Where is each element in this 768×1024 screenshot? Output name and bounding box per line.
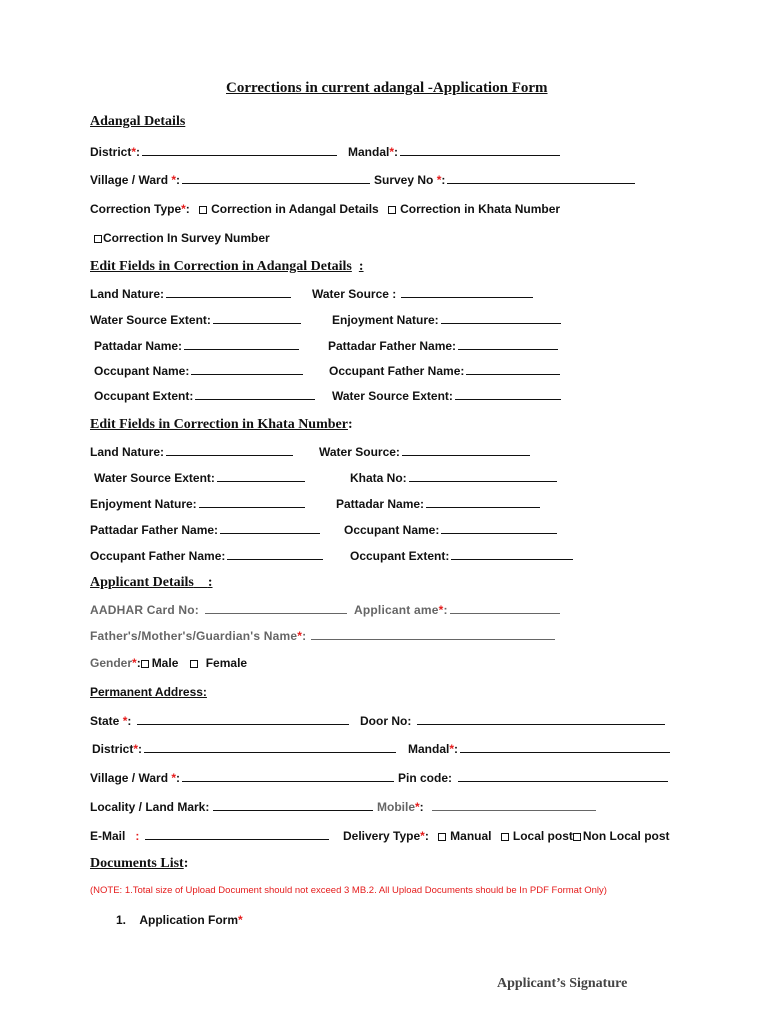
ea-water-source-extent-2-field	[332, 389, 561, 403]
edit-khata-heading-row	[90, 417, 353, 433]
district-input-line[interactable]	[142, 146, 337, 156]
ek-khata-no-input-line[interactable]	[409, 472, 557, 482]
documents-colon: :	[183, 856, 189, 871]
ek-pattadar-name-input-line[interactable]	[426, 498, 540, 508]
ek-water-source-field	[319, 445, 530, 459]
checkbox-non-local-post[interactable]	[573, 833, 581, 841]
required-mark: *	[133, 742, 139, 756]
ea-enjoyment-nature-input-line[interactable]	[441, 314, 561, 324]
ea-occupant-extent-label: Occupant Extent:	[94, 389, 194, 403]
gender-field: Gender*: Male Female	[90, 656, 248, 670]
ek-khata-no-field	[350, 471, 557, 485]
edit-khata-colon: :	[347, 417, 353, 432]
correction-type-label: Correction Type	[90, 202, 182, 216]
checkbox-male[interactable]	[141, 660, 149, 668]
pin-code-field	[398, 771, 668, 785]
district-label: District	[90, 145, 132, 159]
edit-khata-heading: Edit Fields in Correction in Khata Number	[90, 417, 348, 432]
ea-water-source-extent-2-input-line[interactable]	[455, 390, 561, 400]
gender-label: Gender	[90, 656, 133, 670]
ek-enjoyment-nature-input-line[interactable]	[199, 498, 305, 508]
door-no-label: Door No:	[360, 714, 412, 728]
delivery-type-field: Delivery Type*: Manual Local post Non Local post	[343, 829, 670, 843]
applicant-heading: Applicant Details	[90, 575, 194, 590]
ek-occupant-extent-input-line[interactable]	[451, 550, 573, 560]
addr-district-input-line[interactable]	[144, 743, 396, 753]
ek-occupant-name-label: Occupant Name:	[344, 523, 440, 537]
pin-code-label: Pin code:	[398, 771, 453, 785]
ea-occupant-name-input-line[interactable]	[191, 365, 303, 375]
option-khata-number: Correction in Khata Number	[400, 202, 561, 216]
checkbox-local-post[interactable]	[501, 833, 509, 841]
ea-pattadar-father-name-label: Pattadar Father Name:	[328, 339, 457, 353]
permanent-address-heading: Permanent Address:	[90, 685, 207, 699]
email-input-line[interactable]	[145, 830, 329, 840]
ea-occupant-father-name-label: Occupant Father Name:	[329, 364, 465, 378]
ek-occupant-father-name-label: Occupant Father Name:	[90, 549, 226, 563]
district-field: District*:	[90, 145, 337, 159]
documents-heading: Documents List	[90, 856, 184, 871]
ea-enjoyment-nature-label: Enjoyment Nature:	[332, 313, 439, 327]
addr-village-input-line[interactable]	[182, 772, 394, 782]
locality-input-line[interactable]	[213, 801, 373, 811]
ek-pattadar-name-label: Pattadar Name:	[336, 497, 425, 511]
mobile-label: Mobile	[377, 800, 415, 814]
ek-land-nature-field	[90, 445, 293, 459]
aadhar-field	[90, 603, 347, 617]
addr-village-field: Village / Ward *:	[90, 771, 394, 785]
ea-water-source-extent-label: Water Source Extent:	[90, 313, 211, 327]
guardian-input-line[interactable]	[311, 630, 555, 640]
ek-land-nature-label: Land Nature:	[90, 445, 165, 459]
non-local-post-label: Non Local post	[582, 829, 670, 843]
survey-no-field: Survey No *:	[374, 173, 635, 187]
ea-pattadar-father-name-field	[328, 339, 558, 353]
addr-mandal-label: Mandal	[408, 742, 450, 756]
locality-field	[90, 800, 373, 814]
email-field: E-Mail :	[90, 829, 329, 843]
required-mark: *	[297, 629, 303, 643]
required-mark: *	[436, 173, 442, 187]
ea-water-source-label: Water Source :	[312, 287, 397, 301]
pin-code-input-line[interactable]	[458, 772, 668, 782]
village-input-line[interactable]	[182, 174, 370, 184]
ea-water-source-input-line[interactable]	[401, 288, 533, 298]
email-label: E-Mail	[90, 829, 126, 843]
addr-village-label: Village / Ward	[90, 771, 169, 785]
checkbox-manual[interactable]	[438, 833, 446, 841]
locality-label: Locality / Land Mark:	[90, 800, 210, 814]
ea-land-nature-input-line[interactable]	[166, 288, 291, 298]
aadhar-input-line[interactable]	[205, 604, 347, 614]
ek-enjoyment-nature-label: Enjoyment Nature:	[90, 497, 197, 511]
mandal-label: Mandal	[348, 145, 390, 159]
ea-enjoyment-nature-field	[332, 313, 561, 327]
applicant-name-field: Applicant ame*:	[354, 603, 560, 617]
ea-water-source-extent-2-label: Water Source Extent:	[332, 389, 453, 403]
required-mark: *	[131, 145, 137, 159]
required-mark: *	[122, 714, 128, 728]
document-item-number: 1.	[116, 913, 127, 927]
checkbox-adangal-details[interactable]	[199, 206, 207, 214]
ek-water-source-extent-field	[94, 471, 305, 485]
ek-water-source-extent-input-line[interactable]	[217, 472, 305, 482]
guardian-field: Father's/Mother's/Guardian's Name*:	[90, 629, 555, 643]
edit-adangal-colon: :	[358, 259, 364, 274]
ea-land-nature-field	[90, 287, 291, 301]
addr-district-label: District	[92, 742, 134, 756]
state-label: State	[90, 714, 120, 728]
ea-occupant-name-field	[94, 364, 303, 378]
documents-note: (NOTE: 1.Total size of Upload Document should not exceed 3 MB.2. All Upload Documents should be In PDF Format Only)	[90, 885, 607, 896]
ea-water-source-field	[312, 287, 533, 301]
mobile-input-line[interactable]	[432, 801, 596, 811]
ea-water-source-extent-field	[90, 313, 301, 327]
ea-occupant-name-label: Occupant Name:	[94, 364, 190, 378]
ea-occupant-father-name-field	[329, 364, 560, 378]
local-post-label: Local post	[512, 829, 573, 843]
applicant-name-input-line[interactable]	[450, 604, 560, 614]
ea-land-nature-label: Land Nature:	[90, 287, 165, 301]
door-no-input-line[interactable]	[417, 715, 665, 725]
checkbox-survey-number[interactable]	[94, 235, 102, 243]
state-input-line[interactable]	[137, 715, 349, 725]
applicant-name-label: Applicant ame	[354, 603, 439, 617]
ek-pattadar-father-name-input-line[interactable]	[220, 524, 320, 534]
ek-khata-no-label: Khata No:	[350, 471, 407, 485]
adangal-details-heading: Adangal Details	[90, 114, 186, 129]
state-field: State *:	[90, 714, 349, 728]
ek-occupant-name-input-line[interactable]	[441, 524, 557, 534]
form-title: Corrections in current adangal -Application Form	[226, 80, 548, 96]
edit-adangal-heading: Edit Fields in Correction in Adangal Details	[90, 259, 352, 274]
ek-water-source-input-line[interactable]	[402, 446, 530, 456]
option-adangal-details: Correction in Adangal Details	[211, 202, 379, 216]
correction-type-field: Correction Type*: Correction in Adangal Details Correction in Khata Number	[90, 202, 561, 216]
aadhar-label: AADHAR Card No:	[90, 603, 199, 617]
ek-enjoyment-nature-field	[90, 497, 305, 511]
ea-water-source-extent-input-line[interactable]	[213, 314, 301, 324]
required-mark: *	[171, 173, 177, 187]
survey-no-input-line[interactable]	[447, 174, 635, 184]
ea-occupant-extent-input-line[interactable]	[195, 390, 315, 400]
door-no-field	[360, 714, 665, 728]
ek-land-nature-input-line[interactable]	[166, 446, 293, 456]
required-mark: *	[238, 913, 243, 927]
mandal-field: Mandal*:	[348, 145, 560, 159]
addr-district-field: District*:	[92, 742, 396, 756]
required-mark: *	[438, 603, 444, 617]
female-label: Female	[205, 656, 248, 670]
ek-pattadar-father-name-field	[90, 523, 320, 537]
required-mark: *	[132, 656, 137, 670]
ea-occupant-extent-field	[94, 389, 315, 403]
documents-heading-row	[90, 856, 188, 872]
applicant-colon: :	[207, 575, 213, 590]
addr-mandal-field: Mandal*:	[408, 742, 670, 756]
ek-occupant-father-name-field	[90, 549, 323, 563]
edit-adangal-heading-row	[90, 259, 364, 275]
ek-pattadar-father-name-label: Pattadar Father Name:	[90, 523, 219, 537]
ek-occupant-father-name-input-line[interactable]	[227, 550, 323, 560]
required-mark: *	[415, 800, 420, 814]
applicant-heading-row	[90, 575, 213, 591]
ea-pattadar-name-label: Pattadar Name:	[94, 339, 183, 353]
ea-pattadar-father-name-input-line[interactable]	[458, 340, 558, 350]
survey-no-label: Survey No	[374, 173, 434, 187]
document-item-label: Application Form	[139, 913, 239, 927]
checkbox-khata-number[interactable]	[388, 206, 396, 214]
ek-occupant-name-field	[344, 523, 557, 537]
mobile-field: Mobile*:	[377, 800, 596, 814]
ek-water-source-extent-label: Water Source Extent:	[94, 471, 215, 485]
required-mark: *	[389, 145, 395, 159]
ek-occupant-extent-field	[350, 549, 573, 563]
ek-occupant-extent-label: Occupant Extent:	[350, 549, 450, 563]
required-mark: *	[420, 829, 425, 843]
required-mark: *	[181, 202, 186, 216]
ek-water-source-label: Water Source:	[319, 445, 400, 459]
checkbox-female[interactable]	[190, 660, 198, 668]
mandal-input-line[interactable]	[400, 146, 560, 156]
guardian-label: Father's/Mother's/Guardian's Name	[90, 629, 298, 643]
male-label: Male	[151, 656, 179, 670]
ea-pattadar-name-field	[94, 339, 299, 353]
ek-pattadar-name-field	[336, 497, 540, 511]
required-mark: *	[171, 771, 177, 785]
applicant-signature-label: Applicant’s Signature	[497, 976, 628, 991]
option-survey-number: Correction In Survey Number	[103, 231, 270, 245]
village-field: Village / Ward *:	[90, 173, 370, 187]
manual-label: Manual	[450, 829, 492, 843]
ea-pattadar-name-input-line[interactable]	[184, 340, 299, 350]
village-label: Village / Ward	[90, 173, 169, 187]
ea-occupant-father-name-input-line[interactable]	[466, 365, 560, 375]
document-item	[116, 913, 243, 927]
addr-mandal-input-line[interactable]	[460, 743, 670, 753]
required-mark: *	[449, 742, 455, 756]
delivery-type-label: Delivery Type	[343, 829, 421, 843]
correction-survey-option	[94, 231, 270, 245]
